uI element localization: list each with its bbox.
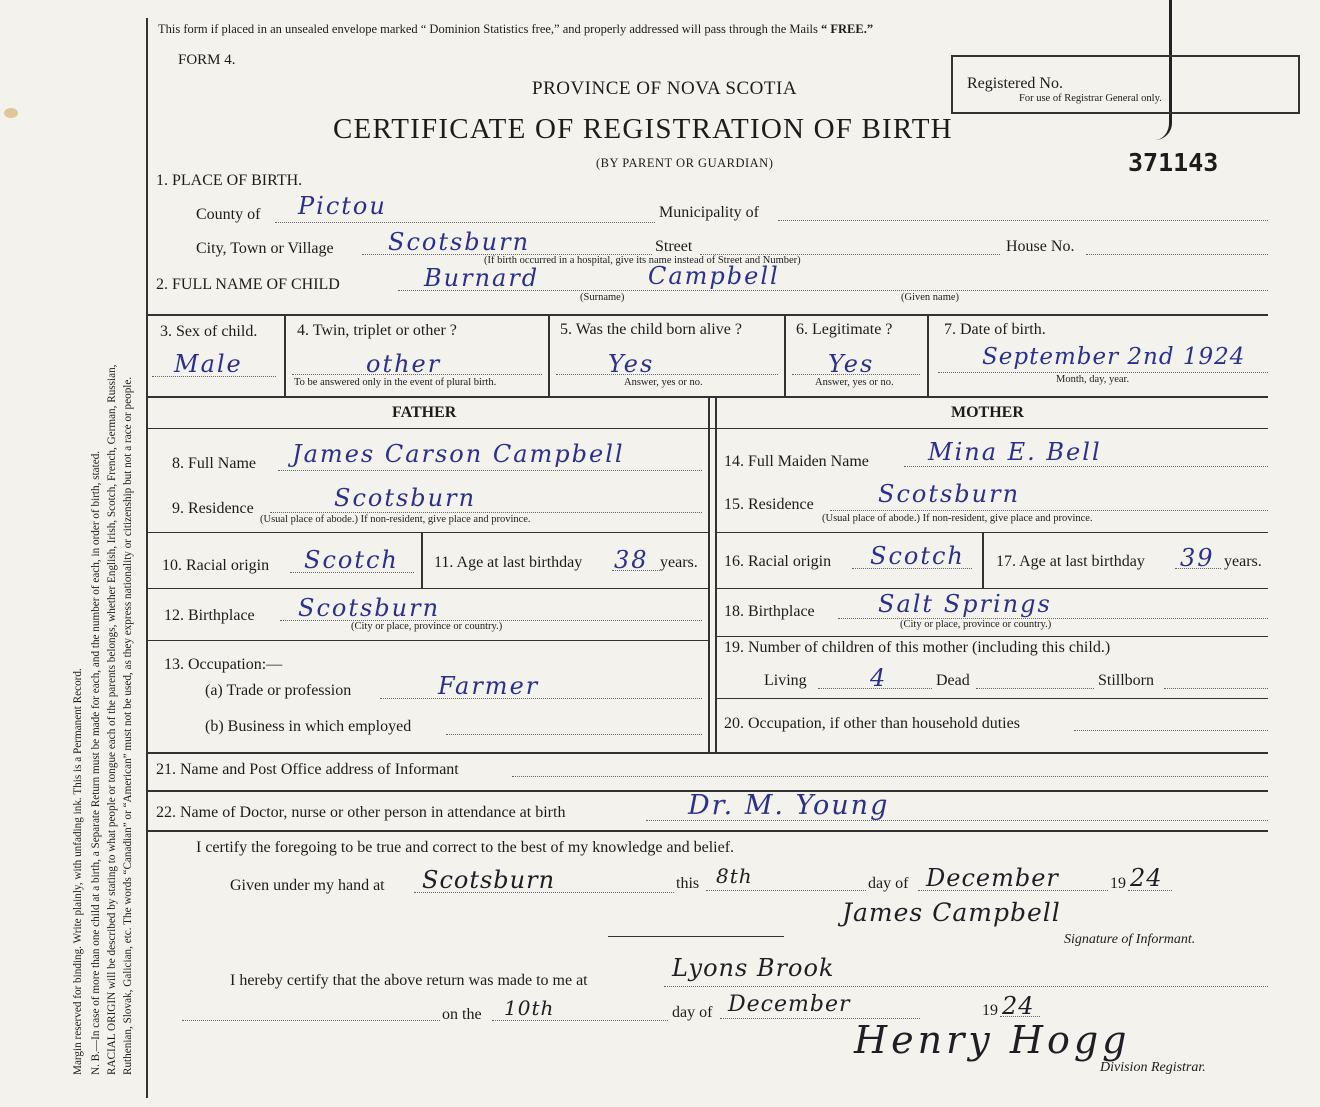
city-label: City, Town or Village <box>196 240 334 257</box>
mother-racial-value: Scotch <box>870 542 965 570</box>
mother-birthplace-value: Salt Springs <box>878 590 1052 618</box>
province-heading: PROVINCE OF NOVA SCOTIA <box>532 78 798 99</box>
legitimate-value: Yes <box>828 350 875 378</box>
left-border-line <box>146 18 148 1098</box>
date-of-birth-value: September 2nd 1924 <box>982 344 1246 370</box>
certificate-subtitle: (BY PARENT OR GUARDIAN) <box>596 156 774 170</box>
father-racial-label: 10. Racial origin <box>162 557 270 574</box>
mother-age-value: 39 <box>1180 544 1215 572</box>
mother-age-label: 17. Age at last birthday <box>996 553 1145 570</box>
father-age-label: 11. Age at last birthday <box>434 554 583 571</box>
mother-name-value: Mina E. Bell <box>928 438 1102 466</box>
county-label: County of <box>196 206 261 223</box>
registrar-month-value: December <box>728 992 851 1017</box>
informant-signature-caption: Signature of Informant. <box>1064 932 1196 947</box>
mother-racial-label: 16. Racial origin <box>724 553 832 570</box>
given-place-value: Scotsburn <box>422 866 556 894</box>
this-label: this <box>676 875 700 892</box>
county-value: Pictou <box>298 192 387 220</box>
mother-occupation-label: 20. Occupation, if other than household duties <box>724 715 1020 732</box>
sex-value: Male <box>174 350 243 378</box>
margin-note-binding: Margin reserved for binding. Write plainly, with unfading ink. This is a Permanent Record. <box>72 668 84 1075</box>
mail-notice: This form if placed in an unsealed envelope marked “ Dominion Statistics free,” and properly addressed will pass through the Mails “ FREE.” <box>158 22 874 36</box>
city-value: Scotsburn <box>388 228 531 256</box>
father-birthplace-label: 12. Birthplace <box>164 607 255 624</box>
certificate-title: CERTIFICATE OF REGISTRATION OF BIRTH <box>333 113 953 145</box>
given-name-caption: (Given name) <box>901 292 960 303</box>
staple-mark <box>4 108 18 118</box>
father-name-label: 8. Full Name <box>172 455 256 472</box>
registrar-place-value: Lyons Brook <box>672 954 835 982</box>
form-number: FORM 4. <box>178 52 236 68</box>
father-residence-label: 9. Residence <box>172 500 254 517</box>
surname-caption: (Surname) <box>580 292 625 303</box>
mother-birthplace-note: (City or place, province or country.) <box>900 619 1052 630</box>
mother-stillborn-label: Stillborn <box>1098 672 1155 689</box>
twin-label: 4. Twin, triplet or other ? <box>297 322 457 339</box>
margin-note-racial-origin-cont: Ruthenian, Slovak, Galician, etc. The words “Canadian” or “American” must not be used, as they express nationality or citizenship but not a race or people. <box>122 376 134 1075</box>
informant-year-prefix: 19 <box>1110 875 1126 892</box>
child-surname-value: Campbell <box>648 262 780 290</box>
twin-value: other <box>366 350 442 378</box>
registrar-signature: Henry Hogg <box>854 1018 1131 1062</box>
father-name-value: James Carson Campbell <box>292 440 625 468</box>
father-heading: FATHER <box>392 404 457 421</box>
mother-years: years. <box>1224 553 1262 570</box>
date-of-birth-label: 7. Date of birth. <box>944 321 1046 338</box>
informant-label: 21. Name and Post Office address of Informant <box>156 761 459 778</box>
father-occupation-label: 13. Occupation:— <box>164 656 283 673</box>
father-age-value: 38 <box>614 546 649 574</box>
sex-label: 3. Sex of child. <box>160 323 258 340</box>
margin-note-racial-origin: RACIAL ORIGIN will be described by stating to what people or tongue each of the parents belongs, whether English, Irish, Scotch, French, German, Russian, <box>106 364 118 1075</box>
municipality-label: Municipality of <box>659 204 759 221</box>
certify-statement: I certify the foregoing to be true and correct to the best of my knowledge and belief. <box>196 839 735 856</box>
registrar-on-the: on the <box>442 1006 482 1023</box>
mother-residence-note: (Usual place of abode.) If non-resident, give place and province. <box>822 513 1093 524</box>
child-given-name-value: Burnard <box>424 264 540 292</box>
mother-living-value: 4 <box>870 664 888 692</box>
mother-heading: MOTHER <box>951 404 1024 421</box>
mother-residence-value: Scotsburn <box>878 480 1021 508</box>
father-birthplace-note: (City or place, province or country.) <box>351 621 503 632</box>
given-under-hand-label: Given under my hand at <box>230 877 385 894</box>
serial-number: 371143 <box>1128 148 1219 177</box>
father-racial-value: Scotch <box>304 546 399 574</box>
informant-day-value: 8th <box>716 864 753 888</box>
house-number-label: House No. <box>1006 238 1075 255</box>
father-residence-note: (Usual place of abode.) If non-resident, give place and province. <box>260 514 531 525</box>
mother-birthplace-label: 18. Birthplace <box>724 603 815 620</box>
margin-note-plural-birth: N. B.—In case of more than one child at a birth, a Separate Return must be made for each, and the number of each, in order of birth, stated. <box>90 450 102 1075</box>
father-trade-value: Farmer <box>438 672 540 700</box>
born-alive-note: Answer, yes or no. <box>624 377 703 388</box>
registrar-day-value: 10th <box>504 996 555 1020</box>
registrar-year-value: 24 <box>1002 992 1035 1020</box>
date-of-birth-note: Month, day, year. <box>1056 374 1130 385</box>
father-trade-label: (a) Trade or profession <box>205 682 352 699</box>
doctor-value: Dr. M. Young <box>688 790 890 821</box>
father-business-label: (b) Business in which employed <box>205 718 412 735</box>
informant-signature: James Campbell <box>842 898 1061 927</box>
born-alive-label: 5. Was the child born alive ? <box>560 321 742 338</box>
street-label: Street <box>655 238 693 255</box>
hospital-note: (If birth occurred in a hospital, give its name instead of Street and Number) <box>484 255 801 266</box>
mother-name-label: 14. Full Maiden Name <box>724 453 869 470</box>
registered-number-label: Registered No. <box>967 75 1063 92</box>
child-name-label: 2. FULL NAME OF CHILD <box>156 276 340 293</box>
father-years: years. <box>660 554 698 571</box>
born-alive-value: Yes <box>608 350 655 378</box>
registrar-certify-label: I hereby certify that the above return was made to me at <box>230 972 588 989</box>
registered-number-box <box>951 55 1300 114</box>
mother-residence-label: 15. Residence <box>724 496 814 513</box>
legitimate-label: 6. Legitimate ? <box>796 321 893 338</box>
mother-living-label: Living <box>764 672 807 689</box>
twin-note: To be answered only in the event of plural birth. <box>294 377 497 388</box>
place-of-birth-heading: 1. PLACE OF BIRTH. <box>156 172 303 189</box>
informant-year-value: 24 <box>1130 864 1163 892</box>
father-birthplace-value: Scotsburn <box>298 594 441 622</box>
registrar-year-prefix: 19 <box>982 1002 998 1019</box>
father-residence-value: Scotsburn <box>334 484 477 512</box>
registrar-use-note: For use of Registrar General only. <box>1019 93 1162 104</box>
legitimate-note: Answer, yes or no. <box>815 377 894 388</box>
mother-dead-label: Dead <box>936 672 970 689</box>
registrar-caption: Division Registrar. <box>1100 1060 1206 1075</box>
informant-month-value: December <box>926 864 1059 892</box>
mother-children-label: 19. Number of children of this mother (including this child.) <box>724 639 1111 656</box>
doctor-label: 22. Name of Doctor, nurse or other person in attendance at birth <box>156 804 566 821</box>
informant-dayof-label: day of <box>868 875 909 892</box>
registrar-dayof-label: day of <box>672 1004 713 1021</box>
